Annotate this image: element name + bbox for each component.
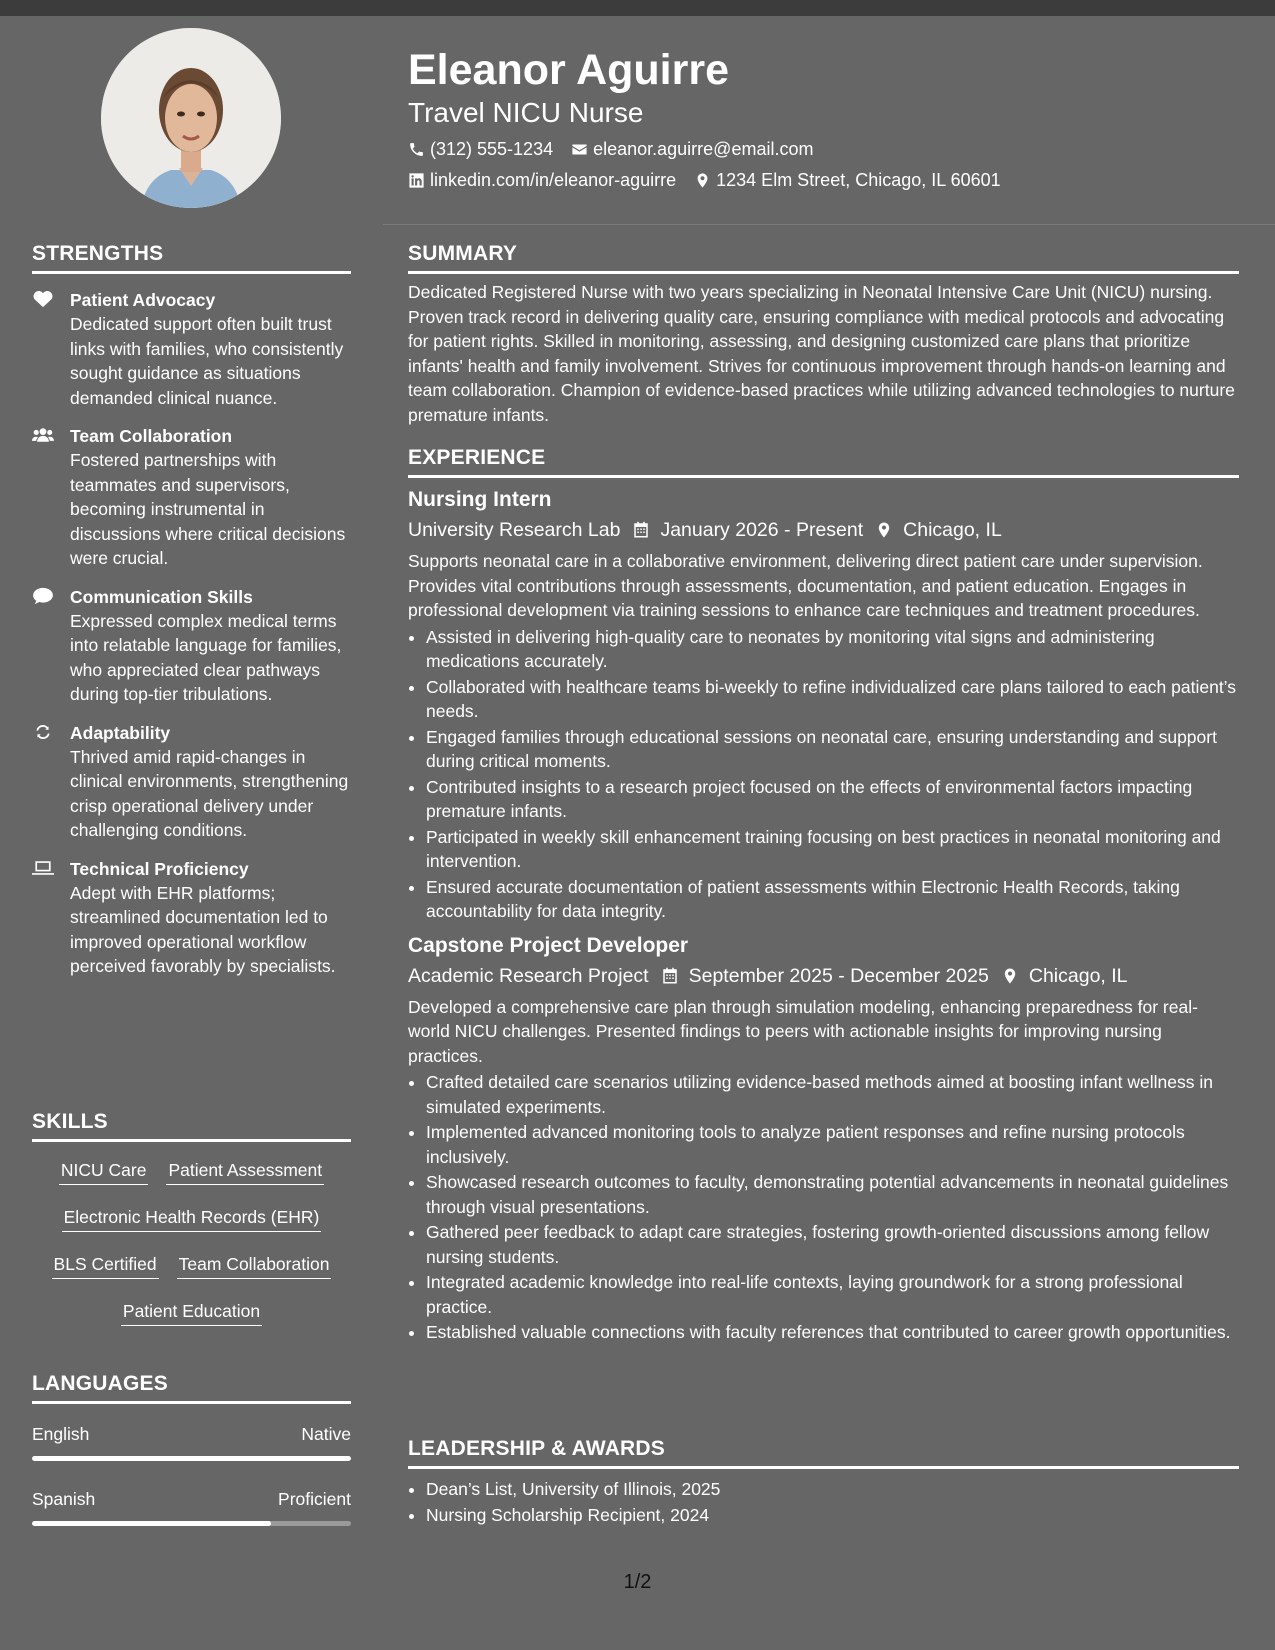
job-meta <box>408 963 1239 989</box>
email-contact[interactable] <box>571 137 813 161</box>
strength-desc: Dedicated support often built trust links with families, who consistently sought guidance as situations demanded clinical nuance. <box>70 314 344 408</box>
calendar-icon <box>661 967 679 985</box>
skill-chip: Patient Assessment <box>166 1159 324 1185</box>
list-item: • Implemented advanced monitoring tools to analyze patient responses and refine nursing protocols inclusively. <box>426 1120 1239 1169</box>
skill-chip: Patient Education <box>121 1300 262 1326</box>
strength-title: Team Collaboration <box>70 426 233 446</box>
resume-header <box>408 44 1248 192</box>
job-title: Capstone Project Developer <box>408 933 689 957</box>
job-entry <box>408 487 1239 924</box>
skill-chip: NICU Care <box>59 1159 149 1185</box>
calendar-icon <box>632 521 650 539</box>
language-level: Proficient <box>278 1489 351 1509</box>
strengths-section <box>32 242 351 979</box>
candidate-name: Eleanor Aguirre <box>408 46 729 94</box>
strength-desc: Fostered partnerships with teammates and supervisors, becoming instrumental in discussions where critical decisions were crucial. <box>70 450 346 568</box>
skills-list <box>32 1152 351 1340</box>
language-item <box>32 1487 351 1526</box>
experience-section <box>408 446 1239 1346</box>
list-item: • Integrated academic knowledge into real-life contexts, laying groundwork for a strong professional practice. <box>426 1270 1239 1319</box>
job-org: Academic Research Project <box>408 964 649 987</box>
map-pin-icon <box>875 521 893 539</box>
strength-title: Patient Advocacy <box>70 290 216 310</box>
language-name: Spanish <box>32 1489 96 1509</box>
strength-desc: Thrived amid rapid-changes in clinical environments, strengthening crisp operational delivery under challenging conditions. <box>70 746 349 840</box>
language-level: Native <box>301 1424 351 1444</box>
speech-bubble-icon <box>32 587 54 605</box>
strength-item <box>32 857 351 979</box>
job-location-group <box>875 517 1002 543</box>
email-text: eleanor.aguirre@email.com <box>593 139 814 159</box>
languages-section <box>32 1372 351 1526</box>
list-item: • Contributed insights to a research project focused on the effects of environmental factors impacting premature infants. <box>426 775 1239 824</box>
list-item: • Established valuable connections with faculty references that contributed to career growth opportunities. <box>426 1320 1239 1345</box>
strength-item <box>32 585 351 707</box>
list-item: • Nursing Scholarship Recipient, 2024 <box>426 1503 1239 1528</box>
linkedin-icon <box>408 172 425 189</box>
page-number: 1/2 <box>623 1571 652 1593</box>
profile-photo <box>101 28 281 208</box>
candidate-role: Travel NICU Nurse <box>408 97 644 128</box>
phone-icon <box>408 141 425 158</box>
strength-item <box>32 424 351 571</box>
top-bar <box>0 0 1275 16</box>
awards-heading: LEADERSHIP & AWARDS <box>408 1437 1239 1469</box>
strength-title: Technical Proficiency <box>70 858 249 879</box>
phone-contact[interactable] <box>408 137 553 161</box>
address-contact <box>694 168 1001 192</box>
refresh-icon <box>32 723 54 741</box>
skill-chip: BLS Certified <box>52 1253 159 1279</box>
language-proficiency-fill <box>32 1456 351 1461</box>
awards-section <box>408 1437 1239 1528</box>
job-meta <box>408 517 1239 543</box>
language-proficiency-fill <box>32 1521 271 1526</box>
summary-heading: SUMMARY <box>408 242 1239 274</box>
skills-heading: SKILLS <box>32 1110 351 1142</box>
laptop-icon <box>32 859 54 877</box>
list-item: • Engaged families through educational sessions on neonatal care, ensuring understanding and support during critical moments. <box>426 725 1239 774</box>
skill-chip: Electronic Health Records (EHR) <box>62 1206 322 1232</box>
list-item: • Ensured accurate documentation of patient assessments within Electronic Health Records, taking accountability for data integrity. <box>426 875 1239 924</box>
list-item: • Gathered peer feedback to adapt care strategies, fostering growth-oriented discussions among fellow nursing students. <box>426 1220 1239 1269</box>
language-proficiency-bar <box>32 1456 351 1461</box>
job-location: Chicago, IL <box>903 519 1002 541</box>
language-proficiency-bar <box>32 1521 351 1526</box>
awards-list <box>408 1477 1239 1527</box>
list-item: • Showcased research outcomes to faculty, demonstrating potential advancements in neonatal guidelines through visual presentations. <box>426 1170 1239 1219</box>
strength-item <box>32 721 351 843</box>
job-description: Developed a comprehensive care plan through simulation modeling, enhancing preparedness for real-world NICU challenges. Presented findings to peers with actionable insights for improving nursing practices. <box>408 996 1198 1066</box>
summary-text: Dedicated Registered Nurse with two years specializing in Neonatal Intensive Care Unit (NICU) nursing. Proven track record in delivering quality care, ensuring compliance with medical protocols and advocating for patient rights. Skilled in monitoring, assessing, and designing customized care plans that prioritize infants' health and family involvement. Strives for continuous improvement through hands-on learning and team collaboration. Champion of evidence-based practices while utilizing advanced technologies to nurture premature infants. <box>408 282 1235 425</box>
skill-chip: Team Collaboration <box>177 1253 332 1279</box>
list-item: • Assisted in delivering high-quality care to neonates by monitoring vital signs and administering medications accurately. <box>426 625 1239 674</box>
strength-title: Communication Skills <box>70 586 253 607</box>
list-item: • Dean’s List, University of Illinois, 2025 <box>426 1477 1239 1502</box>
strength-item <box>32 288 351 410</box>
map-pin-icon <box>694 172 711 189</box>
strength-desc: Adept with EHR platforms; streamlined documentation led to improved operational workflow perceived favorably by specialists. <box>70 882 336 976</box>
contact-row-2 <box>408 168 1248 192</box>
job-location-group <box>1001 963 1128 989</box>
summary-section <box>408 242 1239 427</box>
strength-title: Adaptability <box>70 722 171 743</box>
heart-icon <box>32 290 54 308</box>
phone-text: (312) 555-1234 <box>430 139 554 159</box>
job-dates: January 2026 - Present <box>660 519 864 541</box>
list-item: • Participated in weekly skill enhancement training focusing on best practices in neonatal monitoring and intervention. <box>426 825 1239 874</box>
job-bullets <box>408 625 1239 924</box>
job-location: Chicago, IL <box>1028 964 1128 987</box>
users-icon <box>32 426 54 444</box>
experience-heading: EXPERIENCE <box>408 446 1239 478</box>
job-description: Supports neonatal care in a collaborative environment, delivering direct patient care under supervision. Provides vital contributions through assessments, documentation, and patient education. Engages in professional development via training sessions to enhance care techniques and treatment procedures. <box>408 551 1203 620</box>
strength-desc: Expressed complex medical terms into relatable language for families, who appreciated clear pathways during top-tier tribulations. <box>70 610 342 704</box>
strengths-heading: STRENGTHS <box>32 242 351 274</box>
job-dates-group <box>661 963 989 989</box>
job-dates-group <box>632 517 863 543</box>
job-title: Nursing Intern <box>408 488 552 511</box>
contact-row-1 <box>408 137 1248 161</box>
map-pin-icon <box>1001 967 1019 985</box>
job-dates: September 2025 - December 2025 <box>688 964 989 987</box>
list-item: • Collaborated with healthcare teams bi-weekly to refine individualized care plans tailored to each patient’s needs. <box>426 675 1239 724</box>
language-item <box>32 1422 351 1461</box>
linkedin-text: linkedin.com/in/eleanor-aguirre <box>430 170 677 190</box>
language-name: English <box>32 1424 90 1444</box>
job-bullets <box>408 1070 1239 1345</box>
header-divider <box>383 224 1275 225</box>
address-text: 1234 Elm Street, Chicago, IL 60601 <box>716 170 1001 190</box>
job-entry <box>408 933 1239 1345</box>
avatar-portrait-icon <box>101 28 281 208</box>
list-item: • Crafted detailed care scenarios utilizing evidence-based methods aimed at boosting infant wellness in simulated experiments. <box>426 1070 1239 1119</box>
linkedin-contact[interactable] <box>408 168 676 192</box>
skills-section <box>32 1110 351 1340</box>
envelope-icon <box>571 141 588 158</box>
job-org: University Research Lab <box>408 519 621 541</box>
languages-heading: LANGUAGES <box>32 1372 351 1404</box>
